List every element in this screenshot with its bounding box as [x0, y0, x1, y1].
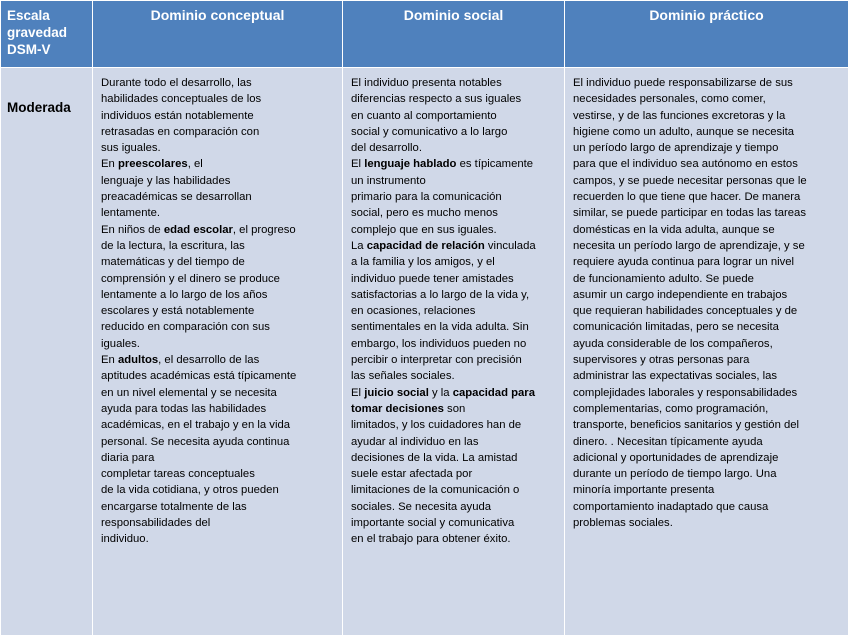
text-line: iguales. [101, 337, 140, 350]
text-line: lentamente. [101, 207, 161, 220]
table-row [1, 68, 848, 636]
text-line: administrar las expectativas sociales, las [573, 370, 778, 383]
text-line: asumir un cargo independiente en trabajos [573, 288, 788, 301]
text-line: un instrumento [351, 174, 426, 187]
text-line: social, pero es mucho menos [351, 207, 498, 220]
severity-label: Moderada [1, 68, 93, 636]
text-line: embargo, los individuos pueden no [351, 337, 527, 350]
text-line: reducido en comparación con sus [101, 321, 270, 334]
text-line: En adultos, el desarrollo de las [101, 354, 260, 367]
text-line: limitaciones de la comunicación o [351, 484, 520, 497]
text-line: individuos están notablemente [101, 109, 254, 122]
text-line: comunicación limitadas, pero se necesita [573, 321, 779, 334]
text-line: en ocasiones, relaciones [351, 305, 476, 318]
text-line: personal. Se necesita ayuda continua [101, 435, 290, 448]
text-line: matemáticas y del tiempo de [101, 256, 245, 269]
text-line: adicional y oportunidades de aprendizaje [573, 451, 779, 464]
text-line: sus iguales. [101, 142, 161, 155]
text-line: suele estar afectada por [351, 468, 473, 481]
text-line: importante social y comunicativa [351, 517, 515, 530]
header-practical-domain: Dominio práctico [565, 1, 848, 68]
text-line: supervisores y otras personas para [573, 354, 750, 367]
text-line: comprensión y el dinero se produce [101, 272, 280, 285]
header-severity-scale: Escala gravedad DSM-V [1, 1, 93, 68]
text-line: requiere ayuda continua para lograr un nivel [573, 256, 795, 269]
text-line: sociales. Se necesita ayuda [351, 500, 492, 513]
text-line: El juicio social y la capacidad para [351, 386, 535, 399]
text-line: complementarias, como programación, [573, 402, 769, 415]
text-line: ayuda para todas las habilidades [101, 402, 267, 415]
text-line: escolares y está notablemente [101, 305, 255, 318]
text-line: necesita un período largo de aprendizaje, y se [573, 239, 805, 252]
text-line: similar, se puede participar en todas las tareas [573, 207, 806, 220]
text-line: tomar decisiones son [351, 402, 466, 415]
text-line: social y comunicativo a lo largo [351, 125, 508, 138]
text-line: lenguaje y las habilidades [101, 174, 231, 187]
text-line: del desarrollo. [351, 142, 422, 155]
text-line: complejo que en sus iguales. [351, 223, 497, 236]
text-line: domésticas en la vida adulta, aunque se [573, 223, 775, 236]
text-line: un período largo de aprendizaje y tiempo [573, 142, 779, 155]
text-line: lentamente a lo largo de los años [101, 288, 268, 301]
text-line: diferencias respecto a sus iguales [351, 93, 522, 106]
text-line: preacadémicas se desarrollan [101, 191, 252, 204]
text-line: completar tareas conceptuales [101, 468, 255, 481]
text-line: minoría importante presenta [573, 484, 715, 497]
text-line: percibir o interpretar con precisión [351, 354, 522, 367]
text-line: dinero. . Necesitan típicamente ayuda [573, 435, 763, 448]
text-line: de funcionamiento adulto. Se puede [573, 272, 754, 285]
practical-domain-cell [565, 68, 848, 636]
text-line: campos, y se puede necesitar personas que le [573, 174, 807, 187]
text-line: Durante todo el desarrollo, las [101, 77, 252, 89]
header-social-domain: Dominio social [343, 1, 565, 68]
text-line: vestirse, y de las funciones excretoras y la [573, 109, 786, 122]
text-line: de la vida cotidiana, y otros pueden [101, 484, 279, 497]
text-line: En niños de edad escolar, el progreso [101, 223, 296, 236]
text-line: transporte, beneficios sanitarios y gestión del [573, 419, 800, 432]
text-line: ayuda considerable de los compañeros, [573, 337, 773, 350]
text-line: El individuo puede responsabilizarse de sus [573, 77, 793, 89]
text-line: durante un período de tiempo largo. Una [573, 468, 777, 481]
text-line: las señales sociales. [351, 370, 455, 383]
text-line: retrasadas en comparación con [101, 125, 260, 138]
text-line: higiene como un adulto, aunque se necesita [573, 125, 795, 138]
text-line: responsabilidades del [101, 517, 211, 530]
social-domain-cell [343, 68, 565, 636]
text-line: encargarse totalmente de las [101, 500, 247, 513]
text-line: a la familia y los amigos, y el [351, 256, 495, 269]
header-conceptual-domain: Dominio conceptual [93, 1, 343, 68]
text-line: académicas, en el trabajo y en la vida [101, 419, 291, 432]
text-line: satisfactorias a lo largo de la vida y, [351, 288, 530, 301]
text-line: que requieran habilidades conceptuales y de [573, 305, 798, 318]
text-line: en cuanto al comportamiento [351, 109, 497, 122]
text-line: El individuo presenta notables [351, 77, 502, 89]
text-line: La capacidad de relación vinculada [351, 239, 536, 252]
text-line: en el trabajo para obtener éxito. [351, 533, 511, 546]
text-line: en un nivel elemental y se necesita [101, 386, 277, 399]
text-line: para que el individuo sea autónomo en estos [573, 158, 798, 171]
text-line: limitados, y los cuidadores han de [351, 419, 522, 432]
text-line: individuo puede tener amistades [351, 272, 514, 285]
text-line: sentimentales en la vida adulta. Sin [351, 321, 529, 334]
text-line: de la lectura, la escritura, las [101, 239, 245, 252]
text-line: problemas sociales. [573, 517, 673, 530]
conceptual-domain-cell [93, 68, 343, 636]
text-line: recuerden lo que tiene que hacer. De manera [573, 191, 801, 204]
text-line: necesidades personales, como comer, [573, 93, 766, 106]
text-line: diaria para [101, 451, 155, 464]
text-line: decisiones de la vida. La amistad [351, 451, 518, 464]
text-line: En preescolares, el [101, 158, 203, 171]
text-line: aptitudes académicas está típicamente [101, 370, 297, 383]
text-line: comportamiento inadaptado que causa [573, 500, 769, 513]
text-line: complejidades laborales y responsabilidades [573, 386, 798, 399]
text-line: individuo. [101, 533, 149, 546]
text-line: El lenguaje hablado es típicamente [351, 158, 534, 171]
text-line: primario para la comunicación [351, 191, 502, 204]
header-row [1, 1, 848, 68]
text-line: habilidades conceptuales de los [101, 93, 262, 106]
text-line: ayudar al individuo en las [351, 435, 479, 448]
